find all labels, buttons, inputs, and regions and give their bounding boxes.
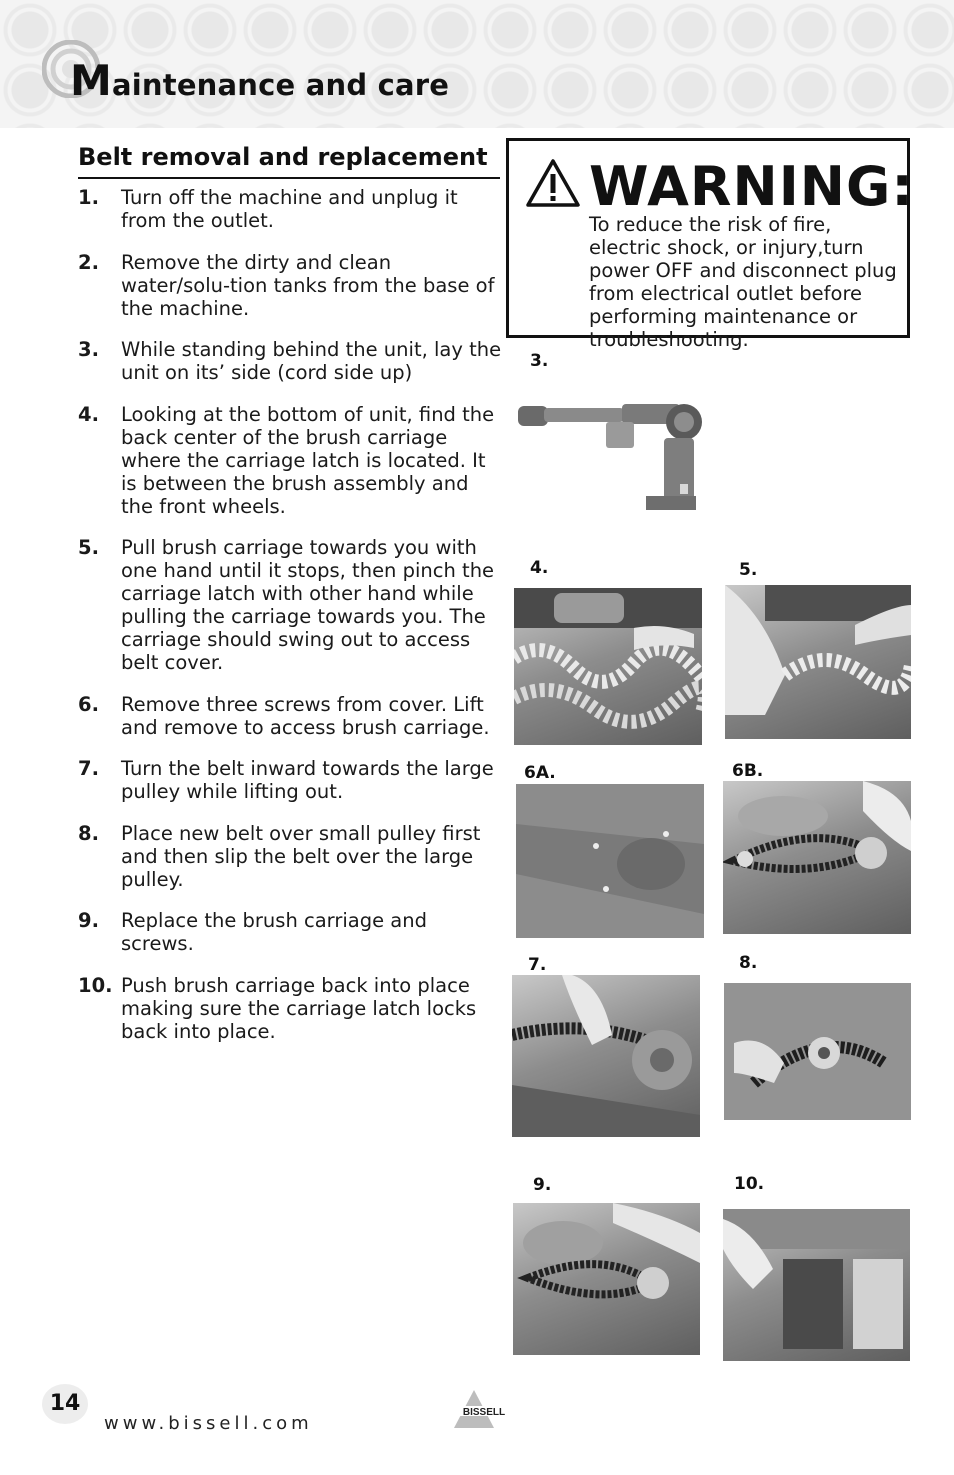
step-number: 6.	[78, 692, 99, 716]
warning-box	[506, 138, 914, 351]
section-heading: Belt removal and replacement	[78, 143, 500, 179]
figure-label-6a: 6A.	[524, 763, 556, 783]
step-text: Place new belt over small pulley first and then slip the belt over the large pulley.	[121, 821, 481, 891]
figure-label-7: 7.	[528, 955, 547, 975]
step-text: Looking at the bottom of unit, find the back center of the brush carriage where the carriage latch is located. It is between the brush assembly and the front wheels.	[121, 402, 495, 518]
svg-text:BISSELL: BISSELL	[462, 1407, 506, 1418]
list-item	[78, 693, 502, 739]
step-text: Turn the belt inward towards the large pulley while lifting out.	[121, 757, 494, 803]
list-item	[78, 251, 502, 320]
step-number: 9.	[78, 909, 99, 932]
step-text: Turn off the machine and unplug it from the outlet.	[121, 186, 458, 232]
figure-5-photo	[725, 585, 911, 739]
step-number: 10.	[78, 973, 113, 997]
steps-list	[78, 186, 502, 1061]
list-item	[78, 974, 502, 1043]
website-url: www.bissell.com	[104, 1413, 313, 1434]
figure-9-photo	[513, 1203, 700, 1355]
figure-label-5: 5.	[739, 560, 758, 580]
step-text: Pull brush carriage towards you with one hand until it stops, then pinch the carriage latch with other hand while pulling the carriage towards you. The carriage should swing out to access belt cover.	[121, 536, 495, 674]
bissell-logo-icon	[446, 1388, 522, 1432]
list-item	[78, 909, 502, 955]
list-item	[78, 186, 502, 232]
figure-8-photo	[724, 983, 911, 1120]
warning-triangle-icon	[525, 157, 581, 209]
page-number: 14	[42, 1384, 88, 1424]
figure-label-8: 8.	[739, 953, 758, 973]
page-title: Maintenance and care	[70, 56, 450, 105]
step-number: 2.	[78, 250, 99, 274]
step-text: Remove the dirty and clean water/solu-tion tanks from the base of the machine.	[121, 250, 495, 320]
list-item	[78, 403, 502, 518]
step-number: 5.	[78, 536, 99, 559]
step-number: 1.	[78, 186, 99, 209]
figure-label-3: 3.	[530, 351, 549, 371]
figure-label-9: 9.	[533, 1175, 552, 1195]
step-text: While standing behind the unit, lay the unit on its’ side (cord side up)	[121, 338, 502, 384]
step-number: 3.	[78, 338, 99, 361]
figure-7-photo	[512, 975, 700, 1137]
list-item	[78, 757, 502, 803]
step-number: 7.	[78, 757, 99, 780]
step-text: Replace the brush carriage and screws.	[121, 909, 427, 955]
figure-6a-photo	[516, 784, 704, 938]
figure-label-10: 10.	[734, 1174, 765, 1194]
warning-title: WARNING:	[589, 155, 914, 218]
figure-4-photo	[514, 588, 702, 745]
warning-text: To reduce the risk of fire, electric shock, or injury,turn power OFF and disconnect plug from electrical outlet before performing maintenance or troubleshooting.	[589, 213, 897, 351]
step-number: 4.	[78, 402, 99, 426]
figure-label-4: 4.	[530, 558, 549, 578]
list-item	[78, 822, 502, 891]
figure-label-6b: 6B.	[732, 761, 764, 781]
figure-10-photo	[723, 1209, 910, 1361]
step-text: Remove three screws from cover. Lift and remove to access brush carriage.	[121, 692, 490, 739]
step-text: Push brush carriage back into place making sure the carriage latch locks back into place.	[121, 973, 477, 1043]
figure-6b-photo	[723, 781, 911, 934]
list-item	[78, 536, 502, 674]
list-item	[78, 338, 502, 384]
step-number: 8.	[78, 821, 99, 845]
figure-3-photo	[514, 392, 704, 514]
